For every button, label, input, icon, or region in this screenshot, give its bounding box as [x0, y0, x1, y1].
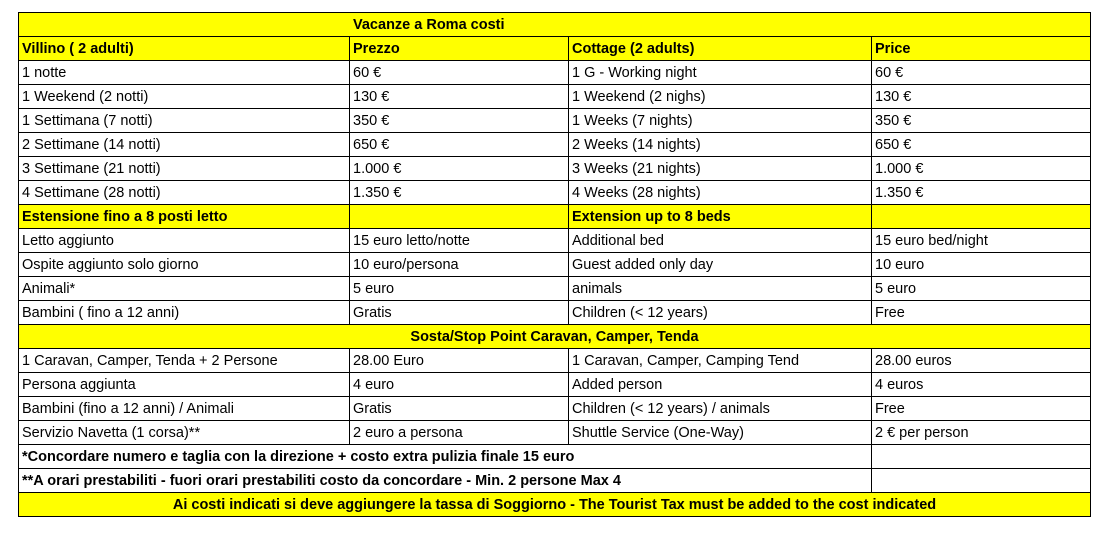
table-row: [19, 253, 1091, 277]
cell-it: Bambini (fino a 12 anni) / Animali: [19, 397, 350, 421]
table-row: [19, 397, 1091, 421]
cell-en-price: 1.350 €: [872, 181, 1091, 205]
cell-it-price: 2 euro a persona: [350, 421, 569, 445]
cell-en: Children (< 12 years) / animals: [569, 397, 872, 421]
table-row: [19, 157, 1091, 181]
cell-en-price: 28.00 euros: [872, 349, 1091, 373]
cell-en: 2 Weeks (14 nights): [569, 133, 872, 157]
cell-it-price: 28.00 Euro: [350, 349, 569, 373]
cell-en-price: Free: [872, 397, 1091, 421]
title-row: [19, 13, 1091, 37]
cell-it-price: 1.000 €: [350, 157, 569, 181]
extension-header-empty-1: [350, 205, 569, 229]
header-villino: Villino ( 2 adulti): [19, 37, 350, 61]
table-row: [19, 301, 1091, 325]
table-row: [19, 349, 1091, 373]
cell-en-price: 15 euro bed/night: [872, 229, 1091, 253]
cell-en: 3 Weeks (21 nights): [569, 157, 872, 181]
cell-it-price: 130 €: [350, 85, 569, 109]
cell-it: 4 Settimane (28 notti): [19, 181, 350, 205]
extension-rows: [19, 229, 1091, 325]
cell-it: Servizio Navetta (1 corsa)**: [19, 421, 350, 445]
cell-it-price: Gratis: [350, 301, 569, 325]
table-title: Vacanze a Roma costi: [19, 13, 1091, 37]
cell-en-price: 1.000 €: [872, 157, 1091, 181]
cell-it: Letto aggiunto: [19, 229, 350, 253]
table-row: [19, 277, 1091, 301]
cell-en: Guest added only day: [569, 253, 872, 277]
cell-it: 2 Settimane (14 notti): [19, 133, 350, 157]
cell-it: 1 Caravan, Camper, Tenda + 2 Persone: [19, 349, 350, 373]
cell-en: 1 Weeks (7 nights): [569, 109, 872, 133]
table-row: [19, 181, 1091, 205]
table-row: [19, 133, 1091, 157]
header-prezzo: Prezzo: [350, 37, 569, 61]
cell-en: Shuttle Service (One-Way): [569, 421, 872, 445]
stop-header: Sosta/Stop Point Caravan, Camper, Tenda: [19, 325, 1091, 349]
table-row: [19, 61, 1091, 85]
cell-it: 1 Settimana (7 notti): [19, 109, 350, 133]
table-row: [19, 85, 1091, 109]
cell-it: 1 notte: [19, 61, 350, 85]
header-price: Price: [872, 37, 1091, 61]
extension-header-row: [19, 205, 1091, 229]
cell-it: 1 Weekend (2 notti): [19, 85, 350, 109]
cell-en: Additional bed: [569, 229, 872, 253]
cell-en: 1 Weekend (2 nighs): [569, 85, 872, 109]
cell-it: Animali*: [19, 277, 350, 301]
cell-it-price: 650 €: [350, 133, 569, 157]
cell-it-price: 350 €: [350, 109, 569, 133]
cell-en: 4 Weeks (28 nights): [569, 181, 872, 205]
stay-rows: [19, 61, 1091, 205]
stop-rows: [19, 349, 1091, 445]
header-row: [19, 37, 1091, 61]
cell-en-price: 350 €: [872, 109, 1091, 133]
cell-en: Added person: [569, 373, 872, 397]
stop-header-row: [19, 325, 1091, 349]
cell-en: 1 Caravan, Camper, Camping Tend: [569, 349, 872, 373]
table-row: [19, 109, 1091, 133]
extension-header-it: Estensione fino a 8 posti letto: [19, 205, 350, 229]
cell-en-price: 60 €: [872, 61, 1091, 85]
cell-en-price: Free: [872, 301, 1091, 325]
extension-header-empty-2: [872, 205, 1091, 229]
extension-header-en: Extension up to 8 beds: [569, 205, 872, 229]
cell-en-price: 650 €: [872, 133, 1091, 157]
price-table: [18, 12, 1091, 517]
cell-it-price: 1.350 €: [350, 181, 569, 205]
table-row: [19, 421, 1091, 445]
cell-en: animals: [569, 277, 872, 301]
note-1-empty: [872, 445, 1091, 469]
header-cottage: Cottage (2 adults): [569, 37, 872, 61]
cell-en: Children (< 12 years): [569, 301, 872, 325]
table-row: [19, 229, 1091, 253]
cell-en-price: 5 euro: [872, 277, 1091, 301]
cell-en-price: 130 €: [872, 85, 1091, 109]
tourist-tax-footer: Ai costi indicati si deve aggiungere la tassa di Soggiorno - The Tourist Tax must be added to the cost indicated: [19, 493, 1091, 517]
cell-it-price: 60 €: [350, 61, 569, 85]
cell-it-price: 15 euro letto/notte: [350, 229, 569, 253]
cell-it: 3 Settimane (21 notti): [19, 157, 350, 181]
cell-it-price: 5 euro: [350, 277, 569, 301]
table-row: [19, 373, 1091, 397]
cell-en-price: 4 euros: [872, 373, 1091, 397]
cell-it: Persona aggiunta: [19, 373, 350, 397]
note-2-empty: [872, 469, 1091, 493]
cell-en-price: 10 euro: [872, 253, 1091, 277]
note-2: **A orari prestabiliti - fuori orari prestabiliti costo da concordare - Min. 2 persone Max 4: [19, 469, 872, 493]
cell-it-price: Gratis: [350, 397, 569, 421]
cell-it-price: 4 euro: [350, 373, 569, 397]
cell-it: Bambini ( fino a 12 anni): [19, 301, 350, 325]
footer-row: [19, 493, 1091, 517]
cell-it-price: 10 euro/persona: [350, 253, 569, 277]
cell-en: 1 G - Working night: [569, 61, 872, 85]
note-1: *Concordare numero e taglia con la direzione + costo extra pulizia finale 15 euro: [19, 445, 872, 469]
cell-it: Ospite aggiunto solo giorno: [19, 253, 350, 277]
cell-en-price: 2 € per person: [872, 421, 1091, 445]
note-row-1: [19, 445, 1091, 469]
note-row-2: [19, 469, 1091, 493]
